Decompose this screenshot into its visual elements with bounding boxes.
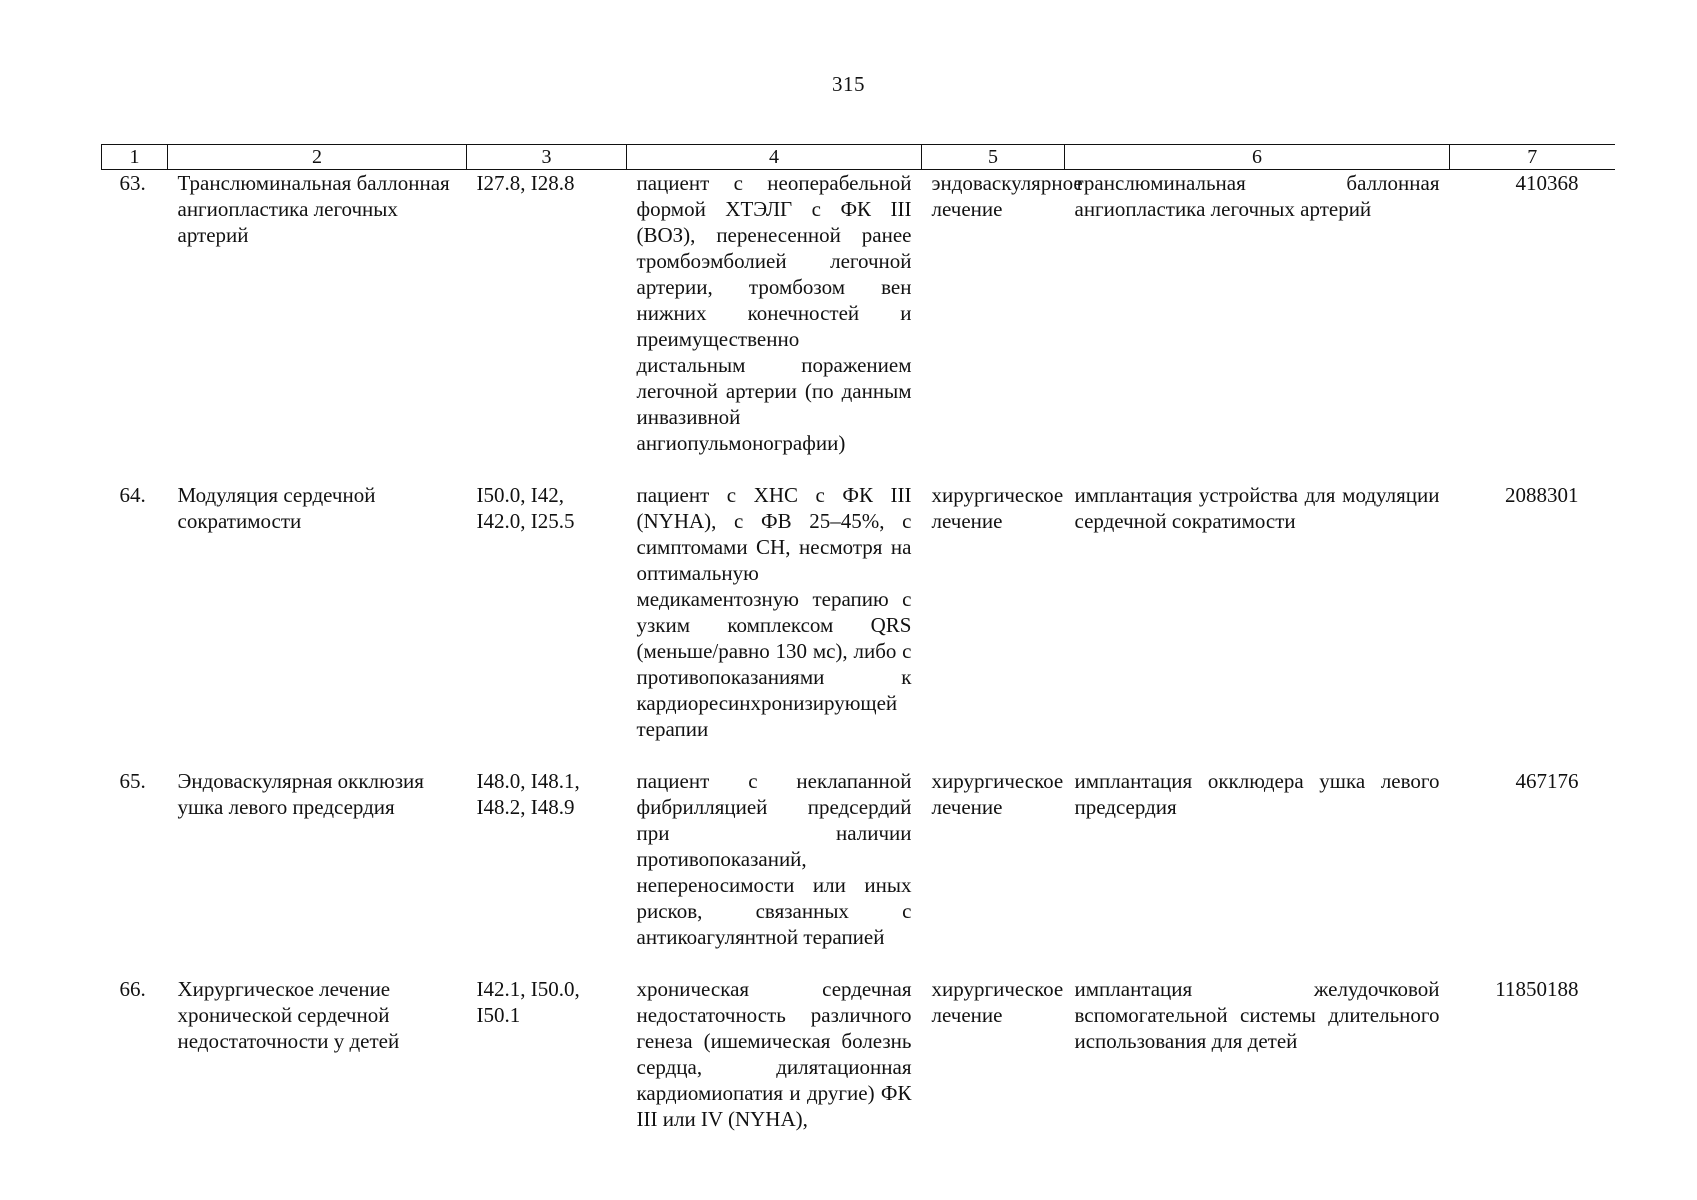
table-row: [102, 482, 1615, 768]
icd-codes: I50.0, I42, I42.0, I25.5: [476, 483, 575, 533]
column-header: 7: [1450, 145, 1615, 170]
treatment-method: имплантация окклюдера ушка левого предсердия: [1074, 769, 1440, 819]
cost-value: 11850188: [1495, 977, 1579, 1001]
row-number: 66.: [119, 977, 146, 1001]
service-name: Хирургическое лечение хронической сердечной недостаточности у детей: [177, 977, 400, 1053]
icd-codes: I27.8, I28.8: [476, 171, 575, 195]
page-number: 315: [832, 72, 865, 96]
service-name: Транслюминальная баллонная ангиопластика легочных артерий: [177, 171, 450, 247]
patient-model: пациент с ХНС с ФК III (NYHA), с ФВ 25–45%, с симптомами СН, несмотря на оптимальную медикаментозную терапию с узким комплексом QRS (меньше/равно 130 мс), либо с противопоказаниями к кардиоресинхронизирующей терапии: [636, 483, 912, 741]
column-header: 1: [102, 145, 168, 170]
services-table-container: [101, 144, 1614, 1132]
treatment-method: имплантация устройства для модуляции сердечной сократимости: [1074, 483, 1440, 533]
patient-model: пациент с неоперабельной формой ХТЭЛГ с ФК III (ВОЗ), перенесенной ранее тромбоэмболией легочной артерии, тромбозом вен нижних конечностей и преимущественно дистальным поражением легочной артерии (по данным инвазивной ангиопульмонографии): [636, 171, 912, 455]
column-header: 6: [1065, 145, 1450, 170]
patient-model: пациент с неклапанной фибрилляцией предсердий при наличии противопоказаний, непереносимости или иных рисков, связанных с антикоагулянтной терапией: [636, 769, 912, 949]
table-row: [102, 976, 1615, 1132]
column-header: 4: [627, 145, 922, 170]
treatment-method: транслюминальная баллонная ангиопластика легочных артерий: [1074, 171, 1440, 221]
table-row: [102, 170, 1615, 483]
services-table: [101, 144, 1615, 1132]
treatment-type: хирургическое лечение: [931, 483, 1064, 533]
icd-codes: I42.1, I50.0, I50.1: [476, 977, 580, 1027]
cost-value: 2088301: [1505, 483, 1579, 507]
treatment-type: хирургическое лечение: [931, 769, 1064, 819]
treatment-method: имплантация желудочковой вспомогательной системы длительного использования для детей: [1074, 977, 1440, 1053]
icd-codes: I48.0, I48.1, I48.2, I48.9: [476, 769, 580, 819]
treatment-type: хирургическое лечение: [931, 977, 1064, 1027]
service-name: Эндоваскулярная окклюзия ушка левого предсердия: [177, 769, 424, 819]
column-header: 2: [168, 145, 467, 170]
cost-value: 467176: [1515, 769, 1579, 793]
column-header: 3: [467, 145, 627, 170]
table-header: [102, 145, 1615, 170]
row-number: 65.: [119, 769, 146, 793]
row-number: 63.: [119, 171, 146, 195]
column-header: 5: [922, 145, 1065, 170]
cost-value: 410368: [1515, 171, 1579, 195]
patient-model: хроническая сердечная недостаточность различного генеза (ишемическая болезнь сердца, дилятационная кардиомиопатия и другие) ФК III или IV (NYHA),: [636, 977, 912, 1131]
service-name: Модуляция сердечной сократимости: [177, 483, 376, 533]
table-row: [102, 768, 1615, 976]
treatment-type: эндоваскулярное лечение: [931, 171, 1083, 221]
row-number: 64.: [119, 483, 146, 507]
